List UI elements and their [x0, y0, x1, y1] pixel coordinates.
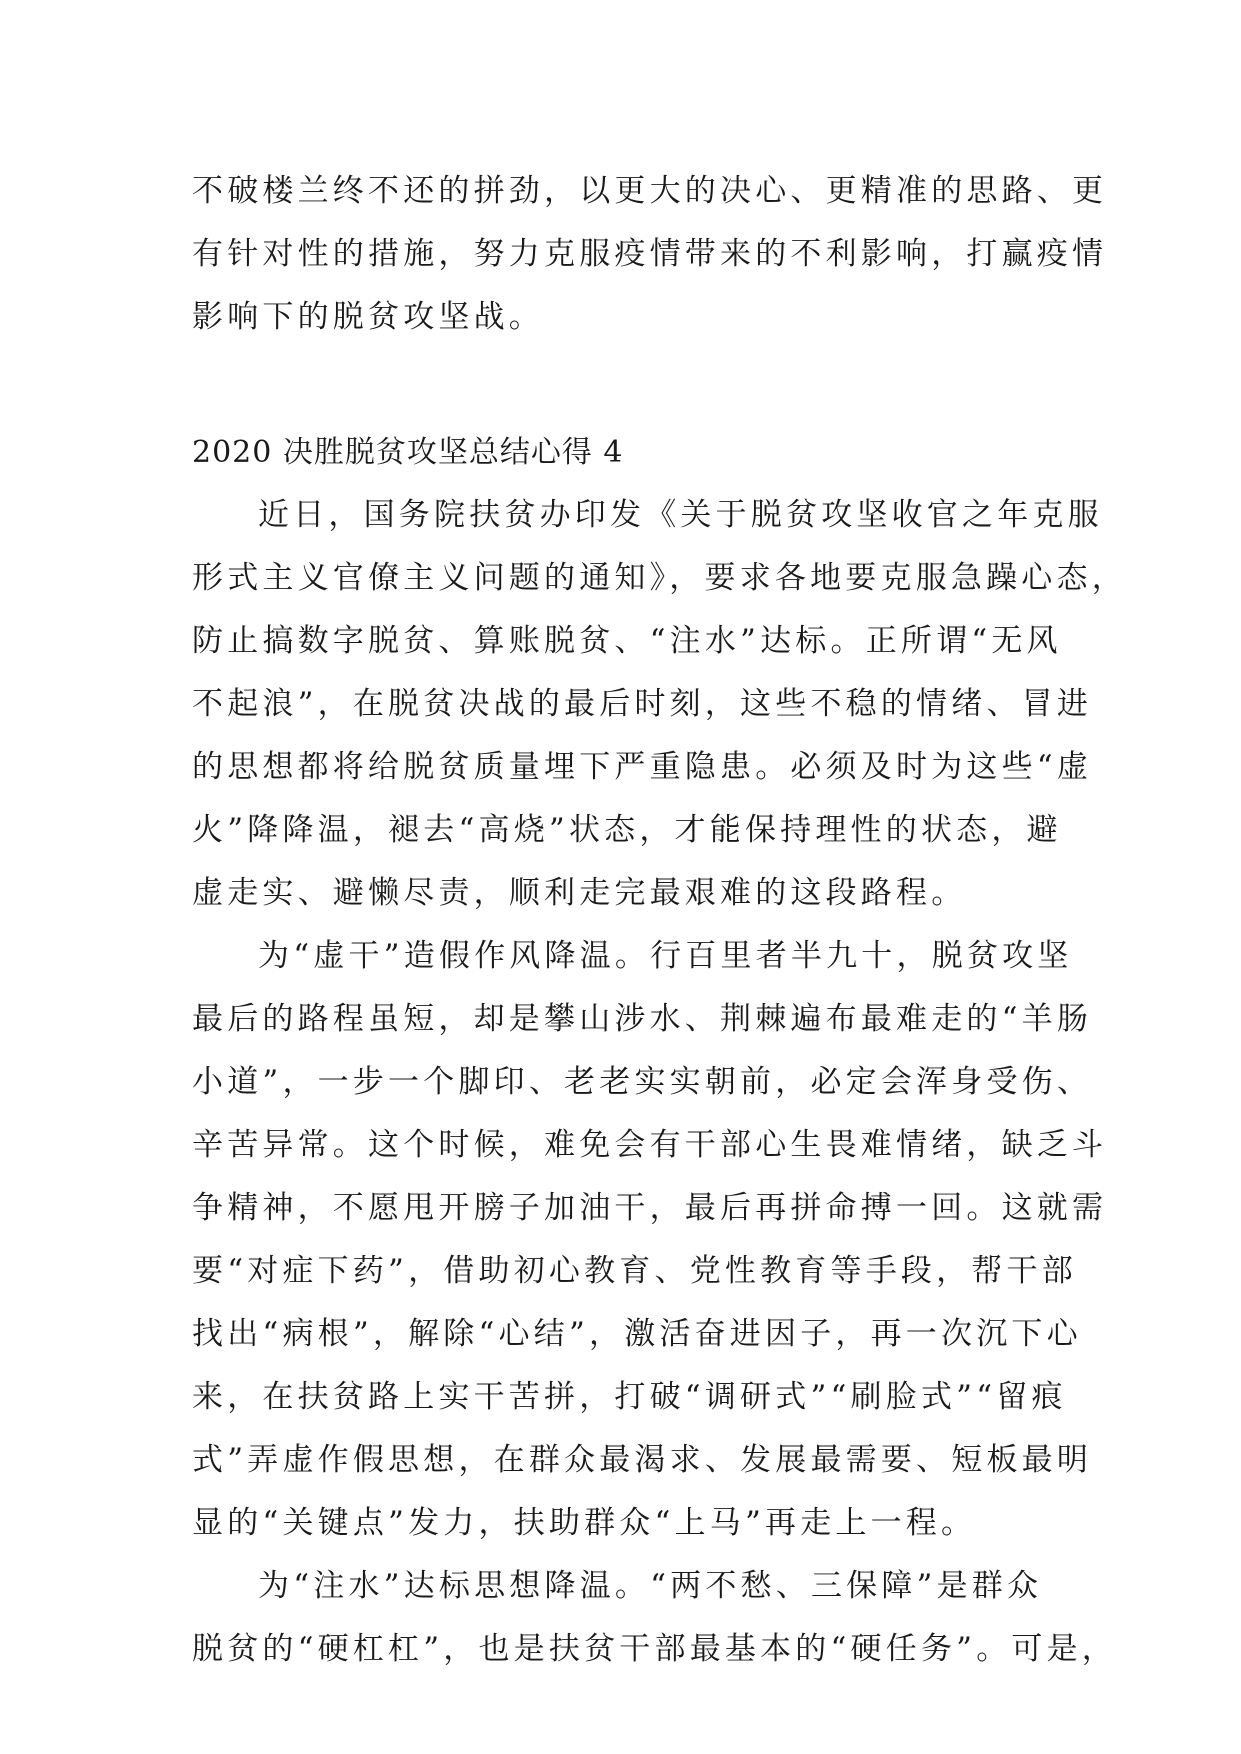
text-line: 小道”，一步一个脚印、老老实实朝前，必定会浑身受伤、 — [192, 1064, 1093, 1100]
text-line: 虚走实、避懒尽责，顺利走完最艰难的这段路程。 — [192, 875, 967, 911]
text-line: 争精神，不愿甩开膀子加油干，最后再拼命搏一回。这就需 — [192, 1190, 1108, 1226]
text-line: 不破楼兰终不还的拼劲，以更大的决心、更精准的思路、更 — [192, 173, 1108, 209]
text-line: 的思想都将给脱贫质量埋下严重隐患。必须及时为这些“虚 — [192, 749, 1093, 785]
text-line: 影响下的脱贫攻坚战。 — [192, 299, 544, 335]
text-line: 找出“病根”，解除“心结”，激活奋进因子，再一次沉下心 — [192, 1316, 1082, 1352]
section-gap — [192, 349, 1072, 421]
paragraph-1 — [192, 484, 1127, 925]
text-line: 不起浪”，在脱贫决战的最后时刻，这些不稳的情绪、冒进 — [192, 686, 1093, 722]
paragraph-2 — [192, 925, 1108, 1555]
text-line: 脱贫的“硬杠杠”，也是扶贫干部最基本的“硬任务”。可是， — [192, 1631, 1117, 1667]
text-line: 为“注水”达标思想降温。“两不愁、三保障”是群众 — [258, 1568, 1043, 1604]
text-line: 辛苦异常。这个时候，难免会有干部心生畏难情绪，缺乏斗 — [192, 1127, 1108, 1163]
text-line: 形式主义官僚主义问题的通知》，要求各地要克服急躁心态， — [192, 560, 1127, 596]
paragraph-3 — [192, 1555, 1117, 1681]
text-line: 有针对性的措施，努力克服疫情带来的不利影响，打赢疫情 — [192, 236, 1108, 272]
document-body — [192, 160, 1127, 1681]
text-line: 要“对症下药”，借助初心教育、党性教育等手段，帮干部 — [192, 1253, 1077, 1289]
text-line: 近日，国务院扶贫办印发《关于脱贫攻坚收官之年克服 — [258, 497, 1103, 533]
text-line: 为“虚干”造假作风降温。行百里者半九十，脱贫攻坚 — [258, 938, 1073, 974]
section-heading: 2020 决胜脱贫攻坚总结心得 4 — [192, 435, 624, 470]
text-line: 火”降降温，褪去“高烧”状态，才能保持理性的状态，避 — [192, 812, 1062, 848]
text-line: 显的“关键点”发力，扶助群众“上马”再走上一程。 — [192, 1505, 977, 1541]
text-line: 最后的路程虽短，却是攀山涉水、荆棘遍布最难走的“羊肠 — [192, 1001, 1093, 1037]
text-line: 来，在扶贫路上实干苦拼，打破“调研式”“刷脸式”“留痕 — [192, 1379, 1067, 1415]
text-line: 式”弄虚作假思想，在群众最渴求、发展最需要、短板最明 — [192, 1442, 1093, 1478]
text-line: 防止搞数字脱贫、算账脱贫、“注水”达标。正所谓“无风 — [192, 623, 1062, 659]
intro-paragraph — [192, 160, 1108, 349]
